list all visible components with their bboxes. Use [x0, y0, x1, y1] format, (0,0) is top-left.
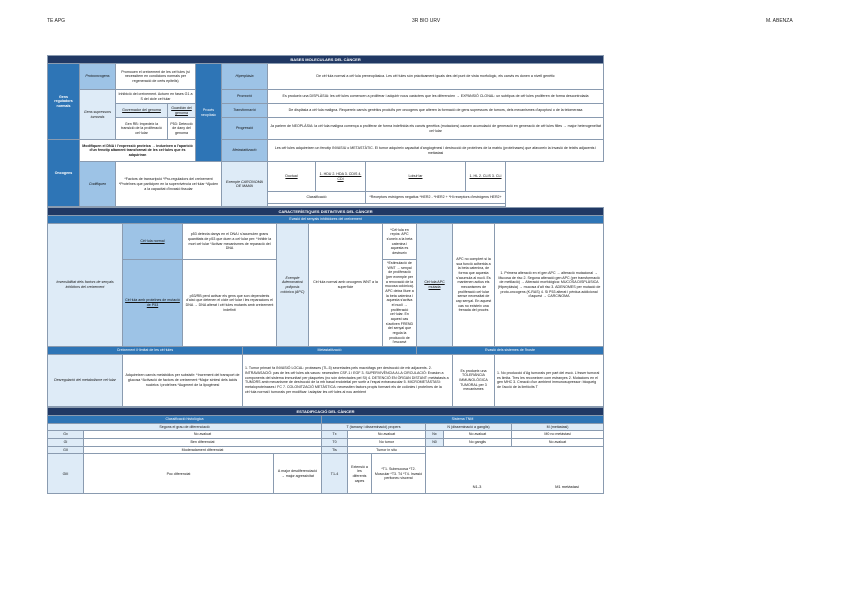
- metastasi-text: Les cèl·lules adquireixen un fenotip INVASIU o METASTÀTIC. El tumor adquireix capacitat d'angiogènesi i destrucció de proteïnes de la matriu (proteïnases) que afavoreix la invasió de teixits adjacents i metàstasi: [268, 140, 604, 162]
- ductal-label: Ductual: [268, 162, 316, 192]
- n-head: N (disseminació a ganglis): [426, 423, 512, 431]
- grade-desc: Poc diferenciat: [84, 454, 274, 494]
- t-code: Tis: [322, 446, 348, 454]
- header-left: TE APG: [47, 18, 66, 24]
- metastasi-section: Metastatització: [243, 347, 417, 355]
- proces-label: Procés neoplàsic: [196, 64, 222, 162]
- m-code: No avaluat: [512, 439, 604, 447]
- apc-steps: 1. Primera alteració en el gen APC → alteració mutacional → Mucosa de risc 2. Segona alteració gen APC (per transformació de metilació) → Alteració morfològica: MUCOSA DISPLÀSICA (Hiperplàsia) → mucosa d'alt risc 3. ADENOMES per mutació de proto-oncogens (K-RAS) 4. Si P53 alterat i pèrdua addicional d'aquest → CARCINOMA: [495, 224, 604, 347]
- oncogens-label: Oncogens: [48, 140, 80, 207]
- evasio-hoste: Evasió dels sistemes de l'hoste: [417, 347, 604, 355]
- grade-desc: No avaluat: [84, 431, 322, 439]
- progressio-label: Progressió: [222, 118, 268, 140]
- grade-code: GII: [48, 446, 84, 454]
- m-head: M (metàstasi): [512, 423, 604, 431]
- t-code: T0: [322, 439, 348, 447]
- hiperplasia-text: De cèl·lula normal a cèl·lula preneoplàsica. Les cèl·lules són pràcticament iguals des del punt de vista morfològic, els canvis es donen a nivell genètic: [268, 64, 604, 90]
- oncogens-text: Modifiquen el DNA i l'expressió proteica → indueixen a l'aparició d'un fenotip altament transformat de les cel·lules que és adquiriran: [80, 140, 196, 162]
- cel-apc-mutada: Cèl·lula APC mutada: [417, 224, 453, 347]
- n13-label: N1-3: [472, 484, 482, 490]
- t14-code: T1-4: [322, 454, 348, 494]
- metastasi-label: Metastatització: [222, 140, 268, 162]
- n-code: N0: [426, 439, 444, 447]
- t-desc: No tumor: [348, 439, 426, 447]
- cel-normal-label: Cèl·lula normal: [123, 224, 183, 260]
- m1-label: M1 metàstasi: [555, 484, 579, 490]
- grade-desc: Ben diferenciat: [84, 439, 322, 447]
- exemple-label: Exemple CARCINOMA DE MAMA: [222, 162, 268, 207]
- t-head: T (tamany i disseminació) propers: [322, 423, 426, 431]
- header-center: 3R BIO URV: [412, 18, 441, 24]
- guardia-genoma: Guardián del genoma: [168, 104, 196, 118]
- codifiquen-text: *Factors de transcripció *Pro-reguladors del creixement *Proteïnes que participen en la supervivència cel·lular *Ajuden a la capacitat d'invasió tissular: [116, 162, 222, 207]
- grade-code: GIII: [48, 454, 84, 494]
- caract-table: [47, 207, 604, 407]
- gen-rb: Gen RB: Impedeix la transició de la proliferació cel·lular: [116, 118, 168, 140]
- supressors-label: Gens supressors tumorals: [80, 90, 116, 140]
- cel-normal-text: p53 detecta danys en el DNA i s'acumulen grans quantitats de p53 que duen a cel·lular per: *Inhibir la mort cel·lular *Activar mecanismes de reparació del DNA: [183, 224, 277, 260]
- apc-repos: *Cèl·lula en repòs: APC s'uneix a la beta catenina i aquesta es destrueix: [383, 224, 417, 260]
- grade-desc: Moderadament diferenciat: [84, 446, 322, 454]
- ductal-items: 1. HDU 2. HDA 3. CDIS 4. CDI: [316, 162, 366, 192]
- promocio-text: Es produeix una DISPLÀSIA: les cèl·lules comencen a proliferar i adquirir nous caràcters que les diferencien → EXPANSIÓ CLONAL: un subtipus de cèl·lules proliferen de forma descontrolada: [268, 90, 604, 104]
- transformacio-text: De displàsia a cèl·lula maligna. Requereix canvis genètics produïts per oncogens que alteren la formació de gens supressors de tumors, dels mecanismes d'apoptosi o de la telomerasa: [268, 104, 604, 118]
- progressio-text: Ja parlem de NEOPLÀSIA: la cèl·lula maligna comença a proliferar de forma indefinida els canvis genètics (mutacions) causen acumulació de generació en generació de cèl·lules filles → major heterogeneïtat cel·lular: [268, 118, 604, 140]
- estad-title: ESTADIFICACIÓ DEL CÀNCER: [48, 407, 604, 415]
- creixement-label: Creixement il·limitat de les cèl·lules: [48, 347, 243, 355]
- histo-sub: Segons el grau de diferenciació: [48, 423, 322, 431]
- lobullar-items: 1. HL 2. CLIS 3. CLI: [466, 162, 506, 192]
- apc-wnt: *Estimulació de WNT → senyal de proliferació (per exemple per a renovació de la mucosa colònica). APC deixa lliure a la beta catenina i aquesta s'activa el nucli → proliferació cel·lular. En aquest cas s'activen FREND del senyal que regula la producció de l'escanvi: [383, 260, 417, 347]
- apc-mutat: APC no complert si la sua funció adherida a la beta catenina, de forma que aquesta s'acumula al nucli. Es mantenen actius els mecanismes de proliferació cel·lular sense necessitat de cap senyal. En aquest cas no existeix una frenada del procés: [453, 224, 495, 347]
- classificacio-text: *Receptors estrògens negatius *HER2 - *HER2 + *Hi receptors d'estrògens HER2+: [366, 192, 506, 204]
- t-code: Tx: [322, 431, 348, 439]
- transformacio-label: Transformació: [222, 104, 268, 118]
- bases-table: [47, 55, 604, 207]
- lobullar-label: Lobul·lar: [366, 162, 466, 192]
- n-code: Nx: [426, 431, 444, 439]
- exemple-adenoma: Exemple Adenomatosi poliposis colònica (APC): [277, 224, 309, 347]
- m-desc: M0 no metàstasi: [512, 431, 604, 439]
- hiperplasia-label: Hiperplàsia: [222, 64, 268, 90]
- n-desc: No ganglis: [444, 439, 512, 447]
- t-desc: No avaluat: [348, 431, 426, 439]
- gov-genoma: Governador del genoma: [116, 104, 168, 118]
- caract-title: CARACTERÍSTIQUES DISTINTIVES DEL CÀNCER: [48, 208, 604, 216]
- t-desc: Tumor in situ: [348, 446, 426, 454]
- cel-normal-apc: Cèl·lula normal amb oncogens WNT a la superfície: [309, 224, 383, 347]
- evasio-steps: 1. No producció d'Ag tumorals per part del escó. L'ésser tumoral es limita. Tres les reconeixen com estranyes 2. Mutacions en el gen MHC 3. Creació d'un ambient immunosupressor: bloqueig de l'acció de la limfòcits T: [495, 354, 604, 406]
- promocio-label: Promoció: [222, 90, 268, 104]
- supressors-text: Inhibició del creixement. Actuen en fases G1 a S del cicle cel·lular: [116, 90, 196, 104]
- metastasi-steps: 1. Tumor primari fa INVASIÓ LOCAL: proteases (TL-5) secretades pels macròfags per destrucció de mb adjacents. 2. INTRAVASACIÓ: pas de les cèl·lules als vasos: necessiten CSF-1 i EGF 3. SUPERVIVÈNCIA A LA CIRCULACIÓ: Evasion a components del sistema immunitari per plaquetes (no són detectades pel SI) 4. DETENCIÓ EN ÒRGAN DISTANT: metàstasis a TUMORS amb mecanisme de destrucció de la mb basal endotelial per sortir a l'espai extravascular 5. MICROMETÀSTASI: metaloproteinases i FC 7. COLONITZACIÓ METÀSTICA: necessiten factors propis formant els de colònies i proteïnes de la cèl·lula normal i tumorals per modificar i adaptar les cèl·lules al nou ambient: [243, 354, 453, 406]
- classificacio-label: Classificació: [268, 192, 366, 204]
- summary-sheet: [47, 55, 603, 494]
- histo-label: Classificació histològica: [48, 416, 322, 424]
- cel-mutada-label: Cèl·lula amb proteïnes de mutació de P53: [123, 260, 183, 347]
- t-list: *T1. Submucosa *T2. Muscular *T3. T4 *T4. Invasió peritoneu visceral: [372, 454, 426, 494]
- grade-code: Gx: [48, 431, 84, 439]
- bases-title: BASES MOLECULARS DEL CÀNCER: [48, 56, 604, 64]
- gens-label: Gens reguladors normals: [48, 64, 80, 140]
- estad-table: [47, 407, 604, 495]
- protooncogens-label: Protooncogens: [80, 64, 116, 90]
- evasio-title: Evasió del senyals inhibidores del creixement: [48, 216, 604, 224]
- tnm-label: Sistema TNM: [322, 416, 604, 424]
- cel-mutada-text: p53/RB perd activar els gens que son dependents d'això que detenen el cicle cel·lular i les reparacions el DNA → DNA alterat i cèl·lules mutants amb creixement indefinit: [183, 260, 277, 347]
- desregulacio-label: Desregulació del metabolisme cel·lular: [48, 354, 123, 406]
- codifiquen-label: Codifiquen: [80, 162, 116, 207]
- agressivitat: A major desdiferenciació → major agressivitat: [274, 454, 322, 494]
- insensibilitat-label: Insensibilitat dels factors de senyals inhibitors del creixement: [48, 224, 123, 347]
- evasio-text: Es produeix una TOLERÀNCIA IMMUNOLÒGICA TUMORAL per 3 mecanismes: [453, 354, 495, 406]
- grade-code: GI: [48, 439, 84, 447]
- protooncogens-text: Promouen el creixement de les cel·lules (si necessitem en condicions normals per regeneració de certs epitelis): [116, 64, 196, 90]
- n-desc: No avaluat: [444, 431, 512, 439]
- t14-text: Extensió a les diferents capes: [348, 454, 372, 494]
- p53-text: P53: Detecció de dany del genoma: [168, 118, 196, 140]
- desregulacio-text: Adquireixen canvis metabòlics per subsistir: *Increment del transport de glucosa *Activació de factors de creixement *Major síntesi dels àcids nucleics i proteïnes *Augment de la lipogènesi: [123, 354, 243, 406]
- header-right: M. ABENZA: [766, 18, 793, 24]
